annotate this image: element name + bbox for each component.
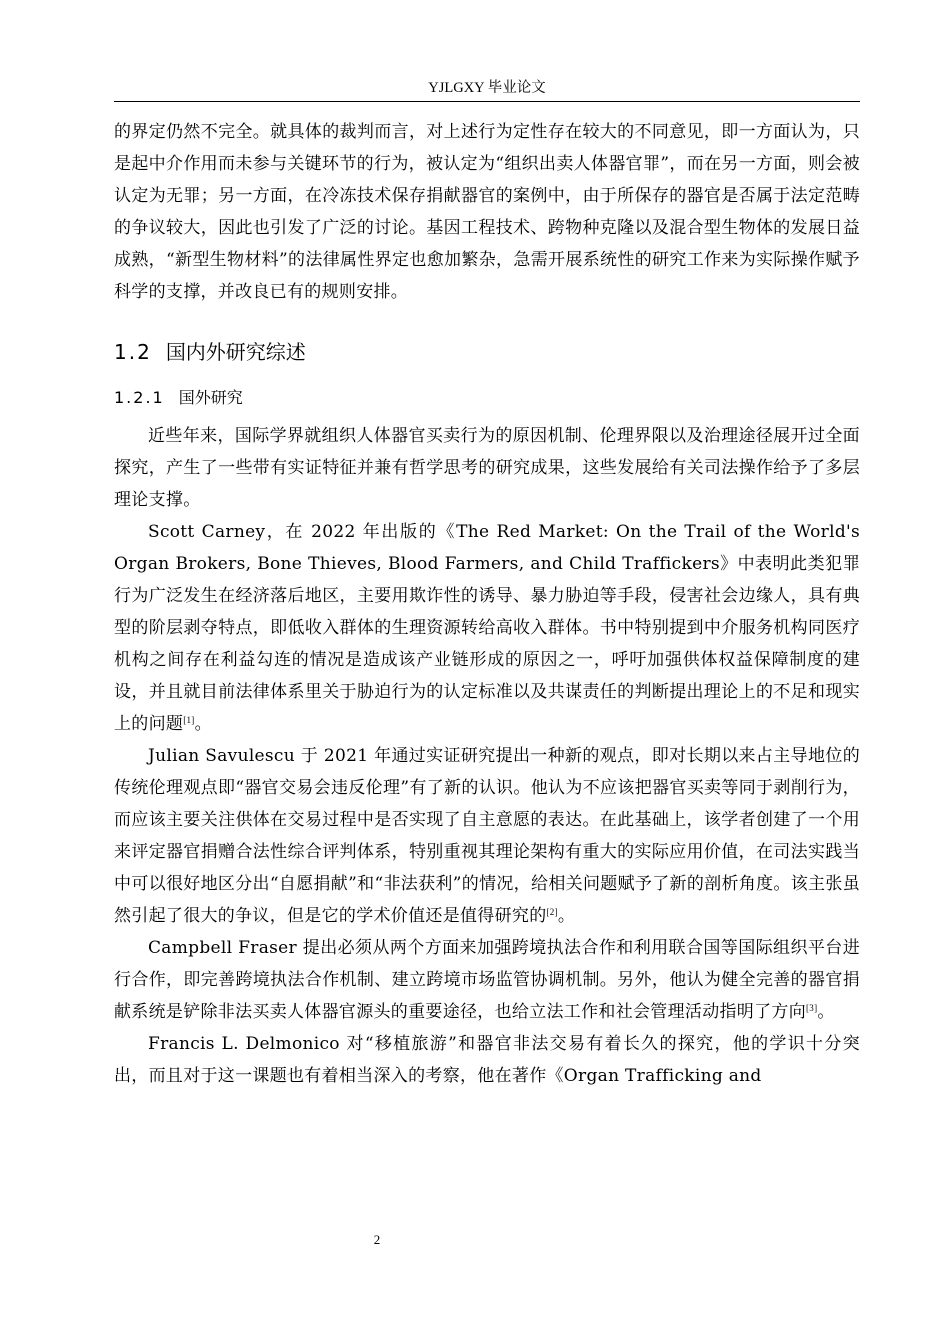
paragraph-carney — [114, 516, 860, 740]
paragraph-savulescu — [114, 740, 860, 932]
running-header: YJLGXY 毕业论文 — [428, 80, 546, 96]
citation-ref-1[interactable]: [1] — [183, 715, 195, 725]
subsection-heading — [114, 382, 860, 420]
citation-ref-3[interactable]: [3] — [806, 1003, 818, 1013]
paragraph-fraser-end: 。 — [817, 1002, 835, 1022]
paragraph-carney-text: Scott Carney，在 2022 年出版的《The Red Market: On the Trail of the World's Organ Brokers, Bone Thieves, Blood Farmers, and Child Traffickers》中表明此类犯罪行为广泛发生在经济落后地区，主要用欺诈性的诱导、暴力胁迫等手段，侵害社会边缘人，具有典型的阶层剥夺特点，即低收入群体的生理资源转给高收入群体。书中特别提到中介服务机构同医疗机构之间存在利益勾连的情况是造成该产业链形成的原因之一，呼吁加强供体权益保障制度的建设，并且就目前法律体系里关于胁迫行为的认定标准以及共谋责任的判断提出理论上的不足和现实上的问题 — [114, 522, 860, 734]
section-title: 国内外研究综述 — [165, 340, 306, 364]
header-divider — [114, 101, 860, 102]
paragraph-savulescu-text: Julian Savulescu 于 2021 年通过实证研究提出一种新的观点，即对长期以来占主导地位的传统伦理观点即“器官交易会违反伦理”有了新的认识。他认为不应该把器官买卖等同于剥削行为，而应该主要关注供体在交易过程中是否实现了自主意愿的表达。在此基础上，该学者创建了一个用来评定器官捐赠合法性综合评判体系，特别重视其理论架构有重大的实际应用价值，在司法实践当中可以很好地区分出“自愿捐献”和“非法获利”的情况，给相关问题赋予了新的剖析角度。该主张虽然引起了很大的争议，但是它的学术价值还是值得研究的 — [114, 746, 860, 926]
paragraph-savulescu-end: 。 — [557, 906, 576, 926]
citation-ref-2[interactable]: [2] — [546, 907, 558, 917]
page-body — [114, 116, 860, 1092]
subsection-number: 1.2.1 — [114, 388, 165, 407]
subsection-title: 国外研究 — [178, 388, 243, 407]
page-number: 2 — [373, 1232, 381, 1247]
paragraph-delmonico: Francis L. Delmonico 对“移植旅游”和器官非法交易有着长久的探究，他的学识十分突出，而且对于这一课题也有着相当深入的考察，他在著作《Organ Trafficking and — [114, 1034, 860, 1086]
paragraph-fraser — [114, 932, 860, 1028]
section-number: 1.2 — [114, 340, 152, 364]
paragraph-continued: 的界定仍然不完全。就具体的裁判而言，对上述行为定性存在较大的不同意见，即一方面认为，只是起中介作用而未参与关键环节的行为，被认定为“组织出卖人体器官罪”，而在另一方面，则会被认定为无罪；另一方面，在冷冻技术保存捐献器官的案例中，由于所保存的器官是否属于法定范畴的争议较大，因此也引发了广泛的讨论。基因工程技术、跨物种克隆以及混合型生物体的发展日益成熟，“新型生物材料”的法律属性界定也愈加繁杂，急需开展系统性的研究工作来为实际操作赋予科学的支撑，并改良已有的规则安排。 — [114, 122, 860, 302]
paragraph-intro: 近些年来，国际学界就组织人体器官买卖行为的原因机制、伦理界限以及治理途径展开过全面探究，产生了一些带有实证特征并兼有哲学思考的研究成果，这些发展给有关司法操作给予了多层理论支撑。 — [114, 426, 860, 510]
paragraph-fraser-text: Campbell Fraser 提出必须从两个方面来加强跨境执法合作和利用联合国等国际组织平台进行合作，即完善跨境执法合作机制、建立跨境市场监管协调机制。另外，他认为健全完善的器官捐献系统是铲除非法买卖人体器官源头的重要途径，也给立法工作和社会管理活动指明了方向 — [114, 938, 860, 1022]
paragraph-carney-end: 。 — [194, 714, 212, 734]
section-heading — [114, 336, 860, 376]
